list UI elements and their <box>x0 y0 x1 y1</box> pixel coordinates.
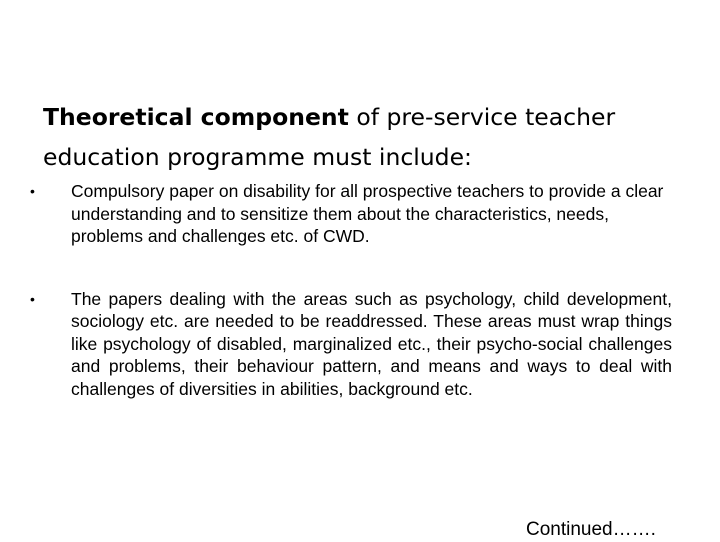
bullet-icon: • <box>30 290 35 307</box>
slide-title <box>43 97 683 177</box>
bullet-item <box>30 288 672 401</box>
bullet-text: Compulsory paper on disability for all prospective teachers to provide a clear understanding and to sensitize them about the characteristics, needs, problems and challenges etc. of CWD. <box>71 181 664 246</box>
bullet-list <box>30 180 672 400</box>
bullet-text: The papers dealing with the areas such as psychology, child development, sociology etc. are needed to be readdressed. These areas must wrap things like psychology of disabled, marginalized etc., their psycho-social challenges and problems, their behaviour pattern, and means and ways to deal with challenges of diversities in abilities, background etc. <box>71 288 672 399</box>
bullet-item <box>30 180 672 248</box>
title-bold-text: Theoretical component <box>43 103 349 131</box>
title-rest-text: of pre-service teacher education programme must include: <box>43 103 616 171</box>
bullet-icon: • <box>30 183 35 199</box>
continued-label: Continued……. <box>526 519 656 540</box>
